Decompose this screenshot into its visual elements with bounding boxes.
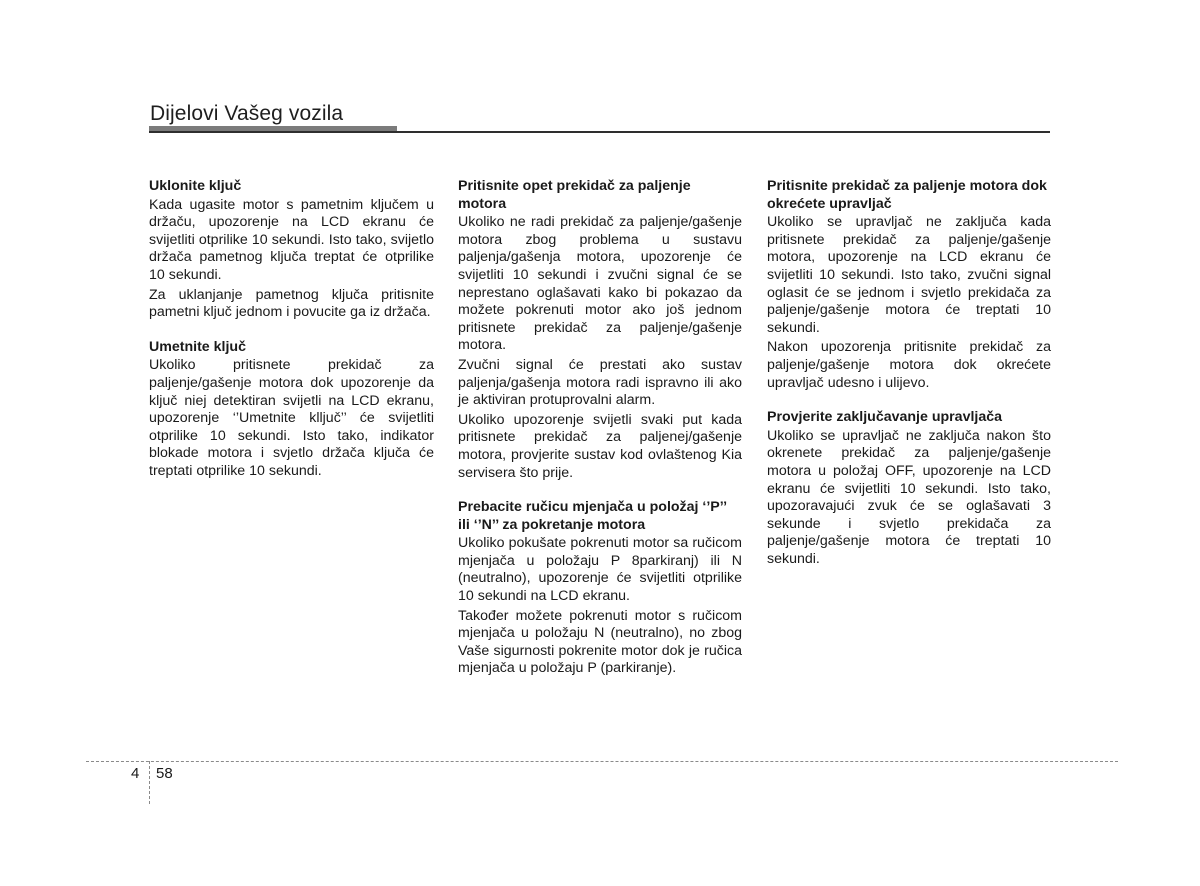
- paragraph: Ukoliko ne radi prekidač za paljenje/gašenje motora zbog problema u sustavu paljenja/gašenja motora, upozorenje će svijetliti 10 sekundi i zvučni signal će se neprestano oglašavati kako bi pokazao da možete pokrenuti motor ako još jednom pritisnete prekidač za paljenje/gašenje motora.: [458, 214, 742, 354]
- section-heading: Provjerite zaključavanje upravljača: [767, 409, 1003, 426]
- section-heading: Pritisnite prekidač za paljenje motora dok okrećete upravljač: [767, 178, 1047, 212]
- section-press-switch-again: [458, 178, 742, 482]
- paragraph: Ukoliko se upravljač ne zaključa nakon što okrenete prekidač za paljenje/gašenje motora u položaj OFF, upozorenje na LCD ekranu će svijetliti 10 sekundi. Isto tako, upozoravajući zvuk će se oglašavati 3 sekunde i svjetlo prekidača za paljenje/gašenje motora će treptati 10 sekundi.: [767, 427, 1051, 567]
- paragraph: Zvučni signal će prestati ako sustav paljenja/gašenja motora radi ispravno ili ako je aktiviran protuprovalni alarm.: [458, 356, 742, 409]
- section-insert-key: [149, 339, 434, 481]
- page-title: Dijelovi Vašeg vozila: [150, 102, 344, 125]
- paragraph: Nakon upozorenja pritisnite prekidač za paljenje/gašenje motora dok okrećete upravljač udesno i ulijevo.: [767, 339, 1051, 391]
- header-rule: [149, 131, 1050, 133]
- paragraph: Ukoliko pritisnete prekidač za paljenje/gašenje motora dok upozorenje da ključ niej detektiran svijetli na LCD ekranu, upozorenje ‘’Umetnite klljuč’’ će svijetliti otprilike 10 sekundi. Isto tako, indikator blokade motora i svjetlo držača ključa će treptati otprilike 10 sekundi.: [149, 357, 434, 479]
- section-heading: Prebacite ručicu mjenjača u položaj ‘’P’’ ili ‘’N’’ za pokretanje motora: [458, 499, 727, 533]
- text-column-1: [149, 178, 434, 498]
- section-shift-lever: [458, 499, 742, 678]
- section-remove-key: [149, 178, 434, 322]
- paragraph: Ukoliko pokušate pokrenuti motor sa ručicom mjenjača u položaju P 8parkiranj) ili N (neutralno), upozorenje će svijetliti otprilike 10 sekundi na LCD ekranu.: [458, 535, 742, 605]
- text-column-3: [767, 178, 1051, 585]
- paragraph: Za uklanjanje pametnog ključa pritisnite pametni ključ jednom i povucite ga iz držača.: [149, 286, 434, 321]
- paragraph: Ukoliko upozorenje svijetli svaki put kada pritisnete prekidač za paljenej/gašenje motora, provjerite sustav kod ovlaštenog Kia servisera što prije.: [458, 411, 742, 481]
- section-check-steering-lock: [767, 409, 1051, 568]
- paragraph: Kada ugasite motor s pametnim ključem u držaču, upozorenje na LCD ekranu će svijetliti otprilike 10 sekundi. Isto tako, svijetlo držača pametnog ključa treptat će otprilike 10 sekundi.: [149, 196, 434, 283]
- text-column-2: [458, 178, 742, 695]
- section-heading: Uklonite ključ: [149, 178, 242, 194]
- section-heading: Pritisnite opet prekidač za paljenje motora: [458, 178, 691, 212]
- footer-divider: [86, 761, 1118, 762]
- paragraph: Također možete pokrenuti motor s ručicom mjenjača u položaju N (neutralno), no zbog Vaše sigurnosti pokrenite motor dok je ručica mjenjača u položaju P (parkiranje).: [458, 607, 742, 677]
- chapter-number: 4: [131, 765, 140, 782]
- page-number: 58: [156, 765, 173, 782]
- section-heading: Umetnite ključ: [149, 338, 246, 355]
- paragraph: Ukoliko se upravljač ne zaključa kada pritisnete prekidač za paljenje/gašenje motora, upozorenje na LCD ekranu će svijetliti 10 sekundi. Isto tako, zvučni signal oglasit će se jednom i svjetlo prekidača za paljenje/gašenje motora će treptati 10 sekundi.: [767, 214, 1051, 336]
- section-turn-steering: [767, 178, 1051, 392]
- footer-page-separator: [149, 761, 150, 804]
